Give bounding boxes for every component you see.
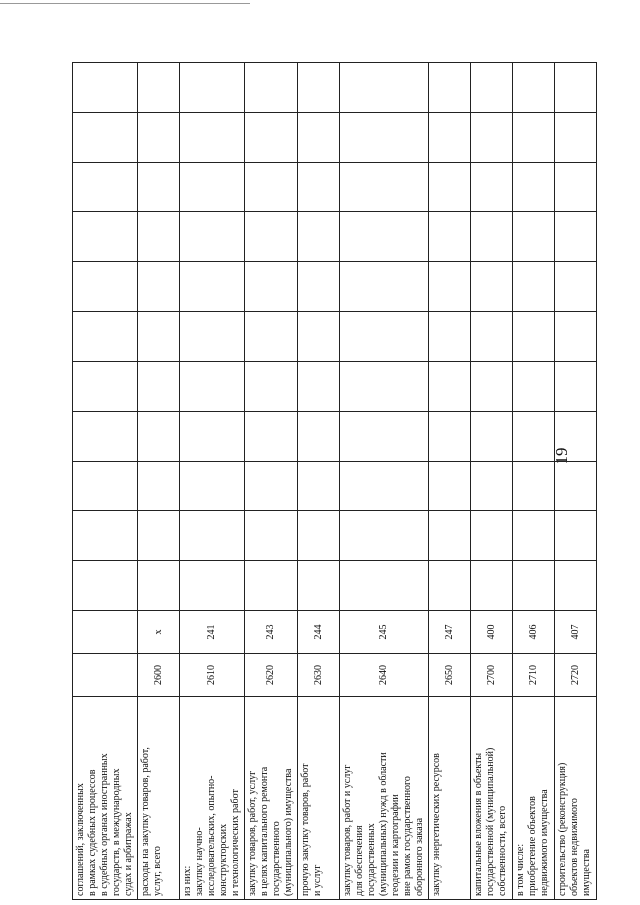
empty-value-cell [180,162,245,212]
empty-value-cell [138,511,180,561]
empty-value-cell [298,112,340,162]
empty-value-cell [513,63,555,113]
table-row [340,63,429,900]
empty-value-cell [340,212,429,262]
empty-value-cell [73,561,138,611]
empty-value-cell [513,361,555,411]
empty-value-cell [555,511,597,561]
budget-code-cell: 241 [180,611,245,654]
empty-value-cell [73,112,138,162]
empty-value-cell [245,262,298,312]
line-code-cell: 2620 [245,654,298,697]
budget-code-cell: 243 [245,611,298,654]
empty-value-cell [298,461,340,511]
empty-value-cell [555,162,597,212]
empty-value-cell [138,63,180,113]
empty-value-cell [471,63,513,113]
empty-value-cell [429,112,471,162]
empty-value-cell [429,312,471,362]
empty-value-cell [513,212,555,262]
table-row [245,63,298,900]
empty-value-cell [298,312,340,362]
empty-value-cell [245,511,298,561]
empty-value-cell [429,212,471,262]
empty-value-cell [298,561,340,611]
empty-value-cell [180,312,245,362]
empty-value-cell [555,461,597,511]
empty-value-cell [245,461,298,511]
empty-value-cell [471,561,513,611]
empty-value-cell [298,63,340,113]
empty-value-cell [340,411,429,461]
budget-code-cell: x [138,611,180,654]
line-code-cell: 2630 [298,654,340,697]
budget-code-cell: 245 [340,611,429,654]
line-code-cell: 2720 [555,654,597,697]
empty-value-cell [471,411,513,461]
empty-value-cell [73,461,138,511]
row-label-cell [180,697,245,900]
empty-value-cell [555,212,597,262]
empty-value-cell [340,162,429,212]
line-code-cell: 2650 [429,654,471,697]
empty-value-cell [429,262,471,312]
empty-value-cell [340,461,429,511]
empty-value-cell [180,561,245,611]
empty-value-cell [138,461,180,511]
empty-value-cell [513,511,555,561]
empty-value-cell [180,461,245,511]
empty-value-cell [245,312,298,362]
row-label-cell [513,697,555,900]
empty-value-cell [245,561,298,611]
empty-value-cell [340,561,429,611]
empty-value-cell [245,361,298,411]
empty-value-cell [429,561,471,611]
empty-value-cell [340,63,429,113]
empty-value-cell [73,511,138,561]
empty-value-cell [245,212,298,262]
empty-value-cell [138,112,180,162]
empty-value-cell [471,361,513,411]
empty-value-cell [298,361,340,411]
empty-value-cell [138,212,180,262]
empty-value-cell [429,63,471,113]
table-row [138,63,180,900]
empty-value-cell [138,561,180,611]
empty-value-cell [555,112,597,162]
empty-value-cell [513,112,555,162]
row-label: из них: закупку научно- исследовательских, опытно- конструкторских и технологических работ [182,775,241,896]
empty-value-cell [340,312,429,362]
row-label-cell [429,697,471,900]
empty-value-cell [138,162,180,212]
row-label: прочую закупку товаров, работ и услуг [300,763,323,896]
row-label-cell [555,697,597,900]
empty-value-cell [138,262,180,312]
empty-value-cell [245,112,298,162]
empty-value-cell [180,411,245,461]
empty-value-cell [245,162,298,212]
empty-value-cell [73,361,138,411]
budget-code-cell: 247 [429,611,471,654]
empty-value-cell [180,262,245,312]
table-row [73,63,138,900]
row-label: капитальные вложения в объекты государственной (муниципальной) собственности, всего [473,747,508,896]
empty-value-cell [298,162,340,212]
empty-value-cell [471,511,513,561]
empty-value-cell [298,411,340,461]
empty-value-cell [138,312,180,362]
empty-value-cell [298,262,340,312]
row-label: строительство (реконструкция) объектов недвижимого имущества [557,762,592,896]
row-label-cell [340,697,429,900]
row-label: закупку товаров, работ и услуг для обеспечения государственных (муниципальных) нужд в области геодезии и картографии вне рамок государственного оборонного заказа [342,752,425,896]
row-label-cell [298,697,340,900]
empty-value-cell [73,63,138,113]
line-code-cell [73,654,138,697]
table-row [471,63,513,900]
empty-value-cell [138,411,180,461]
line-code-cell: 2710 [513,654,555,697]
empty-value-cell [471,162,513,212]
table-row [555,63,597,900]
empty-value-cell [298,212,340,262]
report-table [72,62,597,900]
empty-value-cell [555,411,597,461]
empty-value-cell [513,461,555,511]
empty-value-cell [298,511,340,561]
empty-value-cell [180,212,245,262]
table-row [180,63,245,900]
empty-value-cell [513,262,555,312]
empty-value-cell [471,212,513,262]
row-label: расходы на закупку товаров, работ, услуг, всего [140,747,163,896]
empty-value-cell [138,361,180,411]
empty-value-cell [245,63,298,113]
table-row [513,63,555,900]
empty-value-cell [471,312,513,362]
budget-code-cell: 406 [513,611,555,654]
empty-value-cell [429,411,471,461]
table-row [429,63,471,900]
empty-value-cell [555,561,597,611]
empty-value-cell [513,411,555,461]
empty-value-cell [73,262,138,312]
budget-code-cell: 407 [555,611,597,654]
empty-value-cell [429,511,471,561]
empty-value-cell [340,112,429,162]
empty-value-cell [471,112,513,162]
empty-value-cell [180,63,245,113]
empty-value-cell [340,511,429,561]
rotated-table-stage [72,62,592,900]
row-label: соглашений, заключенных в рамках судебных процессов в судебных органах иностранных государств, в международных судах и арбитражах [75,753,134,896]
empty-value-cell [513,162,555,212]
empty-value-cell [340,262,429,312]
row-label-cell [245,697,298,900]
budget-code-cell: 400 [471,611,513,654]
empty-value-cell [180,511,245,561]
empty-value-cell [513,561,555,611]
report-table-body [73,63,597,900]
budget-code-cell: 244 [298,611,340,654]
budget-code-cell [73,611,138,654]
empty-value-cell [513,312,555,362]
empty-value-cell [73,312,138,362]
row-label-cell [471,697,513,900]
line-code-cell: 2610 [180,654,245,697]
line-code-cell: 2640 [340,654,429,697]
empty-value-cell [429,162,471,212]
empty-value-cell [180,361,245,411]
empty-value-cell [471,262,513,312]
row-label-cell [73,697,138,900]
empty-value-cell [73,212,138,262]
empty-value-cell [555,361,597,411]
empty-value-cell [73,411,138,461]
empty-value-cell [555,312,597,362]
empty-value-cell [471,461,513,511]
empty-value-cell [429,461,471,511]
row-label: закупку товаров, работ, услуг в целях капитального ремонта государственного (муниципального) имущества [247,766,294,896]
row-label-cell [138,697,180,900]
page-number: 19 [552,447,571,465]
empty-value-cell [340,361,429,411]
empty-value-cell [555,63,597,113]
line-code-cell: 2700 [471,654,513,697]
empty-value-cell [429,361,471,411]
empty-value-cell [555,262,597,312]
row-label: в том числе: приобретение объектов недвижимого имущества [515,789,550,896]
row-label: закупку энергетических ресурсов [431,753,442,896]
empty-value-cell [245,411,298,461]
top-rule [0,3,250,4]
empty-value-cell [73,162,138,212]
table-row [298,63,340,900]
empty-value-cell [180,112,245,162]
line-code-cell: 2600 [138,654,180,697]
